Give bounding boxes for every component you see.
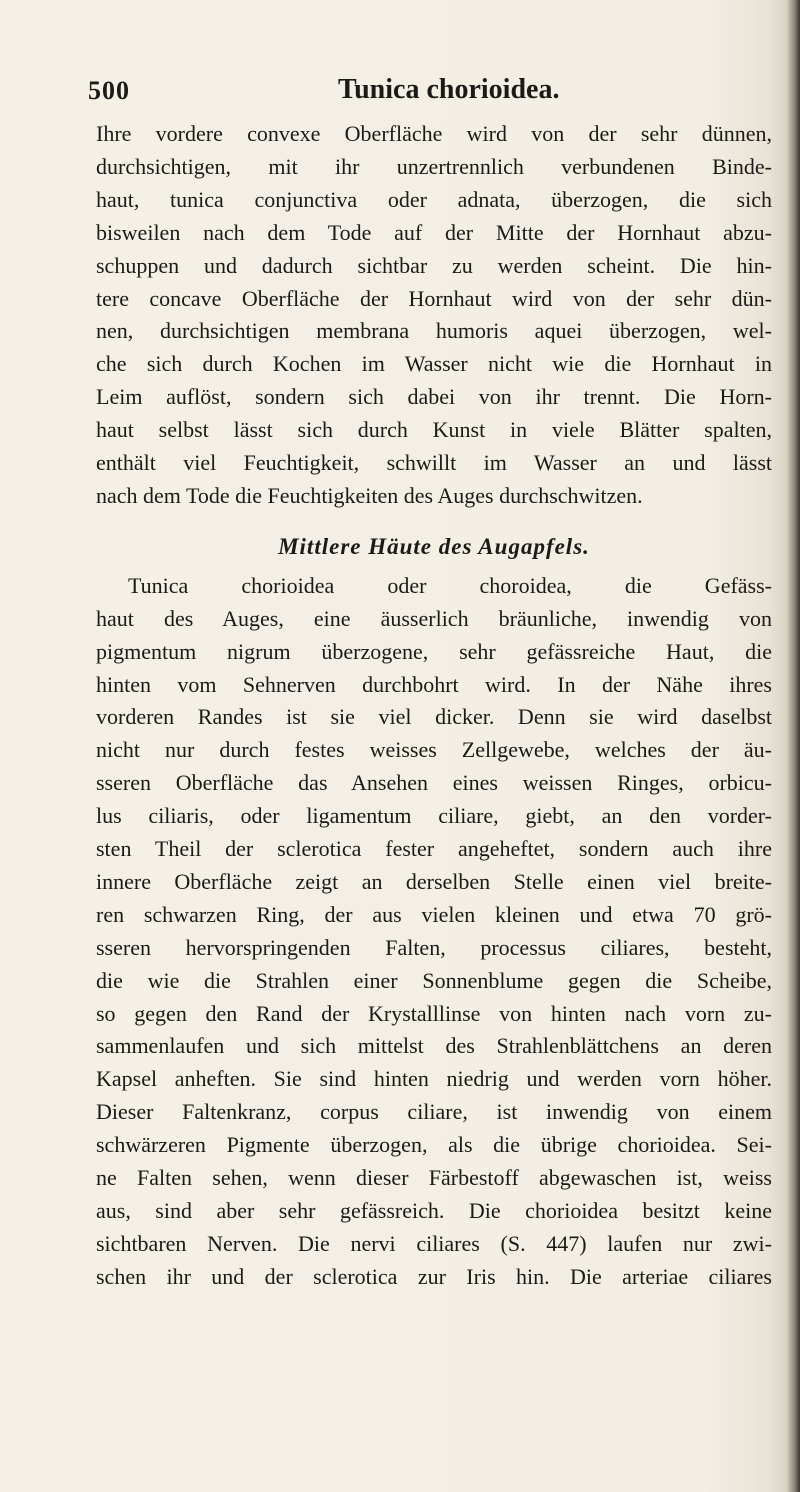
text-line: sten Theil der sclerotica fester angeheftet, sondern auch ihre <box>96 836 772 862</box>
paragraph-cornea <box>96 118 772 513</box>
text-line: aus, sind aber sehr gefässreich. Die chorioidea besitzt keine <box>96 1198 772 1223</box>
text-line: ne Falten sehen, wenn dieser Färbestoff abgewaschen ist, weiss <box>96 1165 772 1191</box>
text-line: durchsichtigen, mit ihr unzertrennlich verbundenen Binde- <box>96 153 772 179</box>
page-number: 500 <box>88 76 130 105</box>
text-line: nicht nur durch festes weisses Zellgewebe, welches der äu- <box>96 737 772 763</box>
section-heading: Mittlere Häute des Augapfels. <box>278 533 590 559</box>
page-edge-shadow <box>786 0 800 1492</box>
text-line: haut, tunica conjunctiva oder adnata, überzogen, die sich <box>96 186 772 212</box>
text-line: lus ciliaris, oder ligamentum ciliare, giebt, an den vorder- <box>96 803 772 829</box>
text-line: enthält viel Feuchtigkeit, schwillt im Wasser an und lässt <box>96 450 772 476</box>
text-line: nen, durchsichtigen membrana humoris aquei überzogen, wel- <box>96 318 772 344</box>
text-line: sammenlaufen und sich mittelst des Strahlenblättchens an deren <box>96 1033 772 1059</box>
text-line: schen ihr und der sclerotica zur Iris hin. Die arteriae ciliares <box>96 1263 772 1289</box>
text-line: haut des Auges, eine äusserlich bräunliche, inwendig von <box>96 605 772 631</box>
text-line: Kapsel anheften. Sie sind hinten niedrig und werden vorn höher. <box>96 1066 772 1092</box>
text-line: innere Oberfläche zeigt an derselben Stelle einen viel breite- <box>96 868 772 894</box>
running-title: Tunica chorioidea. <box>338 74 560 105</box>
body-text <box>96 118 772 1294</box>
page-header <box>88 60 768 110</box>
text-line: ren schwarzen Ring, der aus vielen kleinen und etwa 70 grö- <box>96 901 772 927</box>
text-line: bisweilen nach dem Tode auf der Mitte der Hornhaut abzu- <box>96 219 772 245</box>
text-line: die wie die Strahlen einer Sonnenblume gegen die Scheibe, <box>96 967 772 993</box>
paragraph-choroidea <box>96 570 772 1294</box>
text-line: Dieser Faltenkranz, corpus ciliare, ist inwendig von einem <box>96 1099 772 1125</box>
text-line: Leim auflöst, sondern sich dabei von ihr trennt. Die Horn- <box>96 384 772 410</box>
text-line: sseren hervorspringenden Falten, processus ciliares, besteht, <box>96 934 772 960</box>
text-line: Ihre vordere convexe Oberfläche wird von der sehr dünnen, <box>96 121 772 146</box>
text-line: sseren Oberfläche das Ansehen eines weissen Ringes, orbicu- <box>96 770 772 796</box>
text-line: schwärzeren Pigmente überzogen, als die übrige chorioidea. Sei- <box>96 1132 772 1158</box>
text-line: che sich durch Kochen im Wasser nicht wie die Hornhaut in <box>96 351 772 377</box>
text-line: so gegen den Rand der Krystalllinse von hinten nach vorn zu- <box>96 1000 772 1026</box>
text-line: hinten vom Sehnerven durchbohrt wird. In der Nähe ihres <box>96 671 772 697</box>
text-line: schuppen und dadurch sichtbar zu werden scheint. Die hin- <box>96 252 772 278</box>
text-line: sichtbaren Nerven. Die nervi ciliares (S. 447) laufen nur zwi- <box>96 1230 772 1256</box>
text-line: nach dem Tode die Feuchtigkeiten des Auges durchschwitzen. <box>96 482 643 508</box>
text-line: Tunica chorioidea oder choroidea, die Gefäss- <box>128 572 772 598</box>
text-line: tere concave Oberfläche der Hornhaut wird von der sehr dün- <box>96 285 772 311</box>
text-line: vorderen Randes ist sie viel dicker. Denn sie wird daselbst <box>96 704 772 730</box>
text-line: haut selbst lässt sich durch Kunst in viele Blätter spalten, <box>96 417 772 443</box>
text-line: pigmentum nigrum überzogene, sehr gefässreiche Haut, die <box>96 638 772 664</box>
